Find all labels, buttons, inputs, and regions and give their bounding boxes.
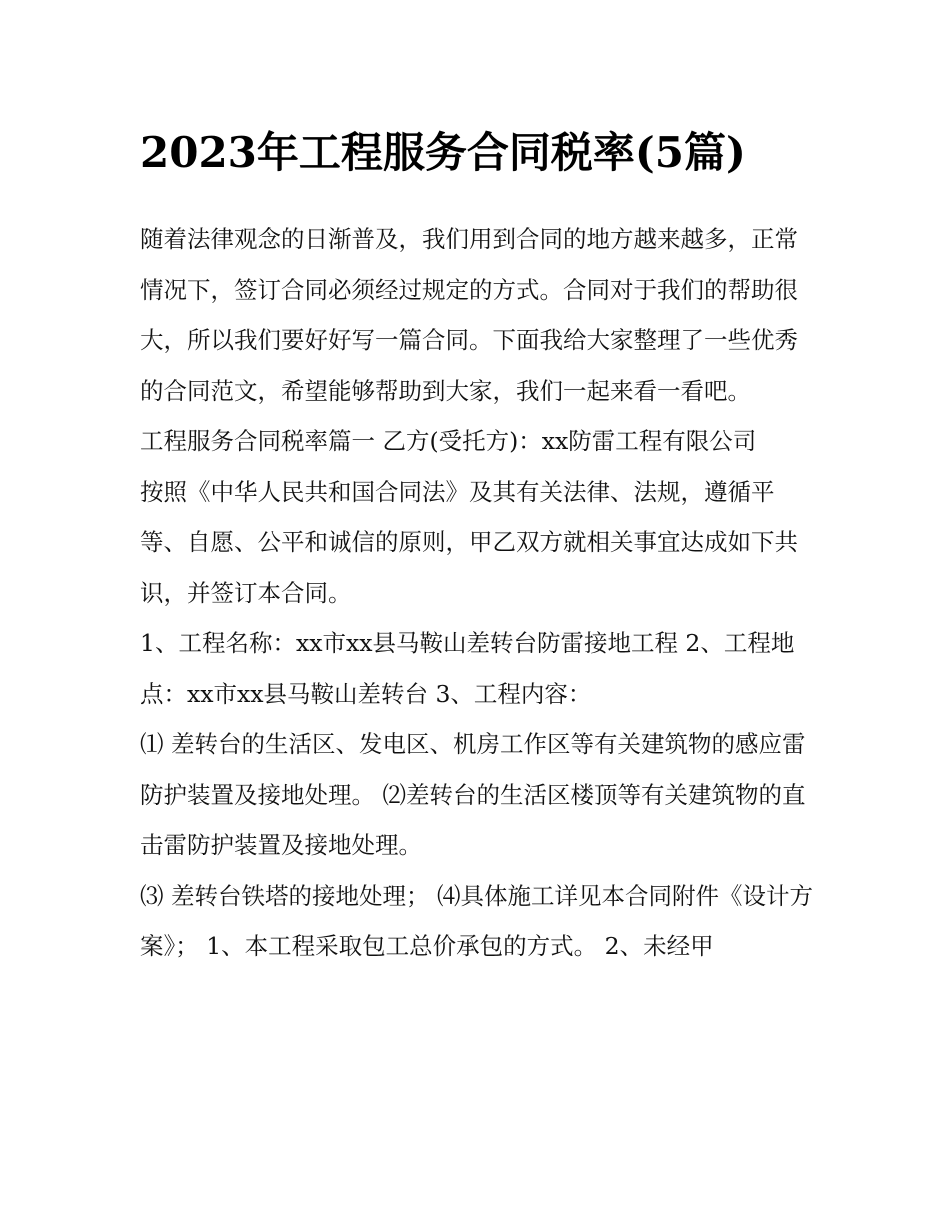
paragraph-scope-items: ⑴ 差转台的生活区、发电区、机房工作区等有关建筑物的感应雷防护装置及接地处理。 ⑵差转台的生活区楼顶等有关建筑物的直击雷防护装置及接地处理。 bbox=[140, 730, 806, 859]
paragraph-project-info: 1、工程名称：xx市xx县马鞍山差转台防雷接地工程 2、工程地点：xx市xx县马鞍山差转台 3、工程内容： bbox=[140, 629, 795, 708]
paragraph-scope-continued: ⑶ 差转台铁塔的接地处理； ⑷具体施工详见本合同附件《设计方案》； 1、本工程采取包工总价承包的方式。 2、未经甲 bbox=[140, 881, 813, 960]
paragraph-intro: 随着法律观念的日渐普及，我们用到合同的地方越来越多，正常情况下，签订合同必须经过规定的方式。合同对于我们的帮助很大，所以我们要好好写一篇合同。下面我给大家整理了一些优秀的合同范文，希望能够帮助到大家，我们一起来看一看吧。 bbox=[140, 225, 798, 405]
document-title: 2023年工程服务合同税率(5篇) bbox=[140, 128, 746, 177]
paragraph-legal-basis: 按照《中华人民共和国合同法》及其有关法律、法规，遵循平等、自愿、公平和诚信的原则，甲乙双方就相关事宜达成如下共识，并签订本合同。 bbox=[140, 477, 798, 607]
document-page bbox=[140, 118, 816, 972]
paragraph-contract-one-party: 工程服务合同税率篇一 乙方(受托方)：xx防雷工程有限公司 bbox=[140, 427, 757, 455]
